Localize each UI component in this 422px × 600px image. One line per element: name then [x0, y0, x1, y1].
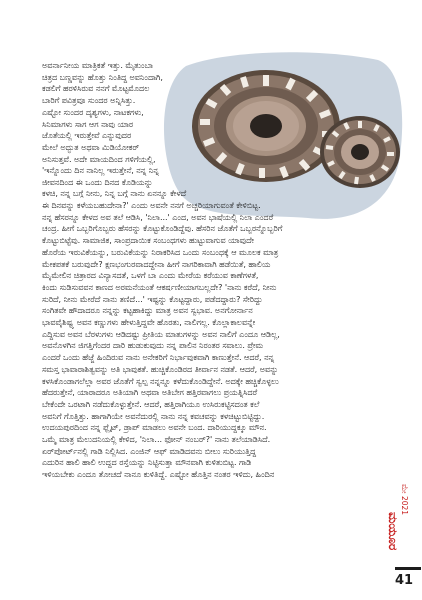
text-line: ಕಳಚಿ, ನನ್ನ ಬಗ್ಗೆ ನೀನು, ನಿನ್ನ ಬಗ್ಗೆ ನಾನು ಏನನ್ನೂ ಕೇಳದೆ	[42, 188, 187, 198]
text-line: ಕಿಂದು ಸುಡಿಸುವವನ ಕಾಣದ ಅರಮನೆಯಂತೆ ಆಕರ್ಷಣೀಯಾಗಬಲ್ಲದೇ? 'ನಾನು ಕರೆದೆ, ನೀನು	[42, 281, 277, 292]
text-line: ಹೆದರುತ್ತೇನೆ, ಯಾರಾದರೂ ಅತಿಯಾಗಿ ಅಥವಾ ಅತಿಬೇಗ ಹತ್ತಿರವಾಗಲು ಪ್ರಯತ್ನಿಸಿದರೆ	[42, 387, 258, 398]
text-line: ಈ ದಿನವನ್ನು ಕಳೆಯಬಹುದೇನಾ?' ಎಂದು ಅವನೇ ನನಗೆ ಅಚ್ಚರಿಯಾಗುವಂತೆ ಕೇಳಿಬಿಟ್ಟ.	[42, 200, 261, 210]
text-line: 'ಇನ್ನೊಂದು ದಿನ ನಾನಿಲ್ಲ ಇರುತ್ತೇನೆ, ನನ್ನ ನಿನ್ನ	[42, 165, 159, 175]
magazine-brand: ಮಯೂರ	[386, 512, 400, 551]
text-line: ಅನಿಸುತ್ತವೆ. ಅದೇ ಮಾಯದಿಂದ ಗಳಿಗೆಯಲ್ಲಿ,	[42, 153, 156, 164]
text-line: ಇಳಿಯಬೇಕು ಎಂದೂ ತೋಚದೆ ನಾನೂ ಕುಳಿತಿದ್ದೆ. ಎಷ್ಟೋ ಹೊತ್ತಿನ ನಂತರ ಇಳಿದು, ಹಿಂದಿನ	[42, 469, 275, 480]
text-line: ಸಮಸ್ತ ಭಾವಾರಾಶಿತ್ವವನ್ನು ಅತಿ ಭಾವುಕತೆ. ಹುಚ್ಚಿಕೊಂಡಿರದ ತೀರ್ವಾನ ನಡತೆ. ಆದರೆ, ಅವನ್ನು	[42, 363, 279, 374]
small-drum	[320, 116, 400, 188]
text-line: ಅವನಿಗೆ ಗೊತ್ತಿತ್ತು. ಹಾಗಾಗಿಯೇ ಅವನೆದುರಲ್ಲಿ ನಾನು ನನ್ನ ಕವಚವನ್ನು ಕಳಚಿಟ್ಟುಬಿಟ್ಟಿದ್ದು.	[42, 410, 265, 421]
text-line: ಜೀವನದಿಂದ ಈ ಒಂದು ದಿನದ ಕೊಡಿಯನ್ನು	[42, 176, 153, 187]
text-line: ನನ್ನ ಹೆಸರನ್ನೂ ಕೇಳದ ಅವ ತಲೆ ಆಡಿಸಿ, 'ನಿಲಾ...' ಎಂದ, ಅವನ ಭಾಷೆಯಲ್ಲಿ ನಿಲಾ ಎಂದರೆ	[42, 211, 274, 222]
text-line: ಎಂದರೆ ಒಂದು ಹೆಜ್ಜೆ ಹಿಂದಿರುವ ನಾನು ಅನೇಕರಿಗೆ ನಿರ್ಭಾವುಕವಾಗಿ ಕಾಣುತ್ತೇನೆ. ಆದರೆ, ನನ್ನ	[42, 352, 275, 363]
text-line: ಮೇಕಪತಕೆ ಬರುವುದೇ? ಕ್ಷಣಭಂಗುರವಾದದ್ದೇನಾ ಹೀಗೆ ನಾಗರಿಕಾವಾಗಿ ಹಡೆಯಿತೆ, ಹಾಲಿಯ	[42, 258, 271, 269]
text-line: ಕಳಸಿಕೊಂಡಾಗಲೆಲ್ಲಾ ಅವರ ಜೊತೆಗೆ ಸ್ವಲ್ಪ ನನ್ನನ್ನೂ ಕಳೆದುಕೊಂಡಿದ್ದೇನೆ. ಅದಕ್ಕೇ ಹಚ್ಚಿಕೊಳ್ಳಲು	[42, 375, 279, 386]
text-line: ಎದ್ದಿಸುವ ಅವನ ಬೆರಳುಗಳು ಆಡಿದಷ್ಟು ಪ್ರೀತಿಯ ಮಾತುಗಳನ್ನು ಅವನ ನಾಲಿಗೆ ಎಂದೂ ಆಡಿಲ್ಲ,	[42, 328, 280, 339]
text-column-top-continued	[42, 165, 292, 188]
text-line: ಮೈಮೇಲಿನ ಚಿತ್ರಾರದ ವಿನ್ಯಾಸದತೆ, ಒಳಗೆ ಬಾ ಎಂದು ಮೇರೆಯ ಕರೆಯುವ ಕಾಣೆಗಳತೆ,	[42, 270, 259, 281]
text-line: ಎದುರಿನ ಹಾಲಿ ಹಾಲಿ ಉದ್ದದ ರಸ್ತೆಯನ್ನು ನಿಟ್ಟಿಸುತ್ತಾ ಮೌನವಾಗಿ ಕುಳಿತುಬಿಟ್ಟ. ಗಾಡಿ	[42, 457, 252, 468]
text-column-top-end	[42, 188, 342, 200]
text-line: ಬಾರಿಗೆ ಪವಿತ್ರವೂ ಸುಂದರ ಅನ್ನಿಸಿತ್ತು.	[42, 95, 136, 106]
page-number-rule	[395, 567, 421, 570]
text-line: ಜೊತೆಯಲ್ಲಿ ಇರುತ್ತೇವೆ ಎನ್ನುವುದರ	[42, 130, 132, 141]
text-line: ಸಂಗಿತವೇ ಹೌದಾದರೂ ನನ್ನನ್ನು ಕಟ್ಟಹಾಕಿದ್ದು ಮಾತ್ರ ಅವನ ಸ್ವಭಾವ. ಅನಗೋರ್ನಾನ	[42, 305, 253, 316]
text-line: ಸಿನಿಮಾಗಳು ಸಾಗ ಆಗ ನಾವು ಯಾರ	[42, 118, 134, 129]
text-line: ಕೊಟ್ಟುಬಿಟ್ಟೆವು. ಸಾಮಾಜಿಕ, ಸಾಂಪ್ರದಾಯಿಕ ಸಂಬಂಧಗಳು ಹುಟ್ಟುವಾಗುವ ಯಾವುದೇ	[42, 235, 254, 246]
text-column-top	[42, 60, 242, 165]
text-line: ಹೊರೆಯ ಇರುವಿಕೆಯನ್ನು, ಬರುವಿಕೆಯನ್ನು ನಿರಾಕರಿಸಿದ ಒಂದು ಸಂಬಂಧಕ್ಕೆ ಆ ಮೂಲಕ ಮಾತ್ರ	[42, 246, 279, 257]
page-number: 41	[395, 573, 414, 588]
text-line: ಕಡಲಿಗೆ ಹರಳಿಸಿರುವ ನನಗೆ ಮೊಟ್ಟಮೊದಲ	[42, 83, 150, 94]
text-line: ಅವರ್ನಾನೀಯ ಮಾತ್ರಿಕತೆ ಇತ್ತು. ಮೈತುಂಬಾ	[42, 60, 153, 70]
text-line: ಭಾವವೈಶಿಷ್ಟ್ಯ ಅವನ ಕಣ್ಣುಗಳು ಹೇಳುತ್ತಿದ್ದವೇ ಹೊರತು, ನಾಲಿಗಲ್ಲ. ಕೊಲ್ಲಾಕಾಲವನ್ನೇ	[42, 317, 256, 328]
text-line: ಚಿತ್ರದ ಬಣ್ಣವನ್ನು ಹೊತ್ತು ನಿಂತಿದ್ದ ಅವನಿಂದಾಗಿ,	[42, 71, 163, 82]
text-line: ಚಂದ್ರ. ಹೀಗೆ ಒಬ್ಬರಿಗೊಬ್ಬರು ಹೆಸರನ್ನು ಕೊಟ್ಟುಕೊಂಡಿದ್ದೆವು. ಹೆಸರಿನ ಜೊತೆಗೆ ಒಬ್ಬರನ್ನೊಬ್ಬರಿಗೆ	[42, 223, 283, 234]
text-line: ಅವನೊಳಗಿನ ಜಿಗತ್ತಿಗೆಂದರ ದಾರಿ ಹುಡುಕುವುದು ನನ್ನ ಪಾಲಿನ ನಿರಂತರ ಸವಾಲು. ಪ್ರೇಮ	[42, 340, 264, 351]
body-text	[42, 200, 397, 481]
text-line: ಬೇಕೆಂದೇ ಒರಟಾಗಿ ನಡೆದುಕೊಳ್ಳುತ್ತೇನೆ. ಆದರೆ, ಹತ್ತಿರಾಗಿಯೂ ಉಸಿರುಕಟ್ಟಿಸದಂತ ಕಲೆ	[42, 398, 260, 409]
issue-date: ಮೇ 2021	[400, 484, 409, 516]
text-line: ಉದಯಪುರದಿಂದ ನನ್ನ ಫ್ಲೈಟ್, ಡ್ರಾಪ್ ಮಾಡಲು ಅವನೇ ಬಂದ. ದಾರಿಯುದ್ದಕ್ಕೂ ಮೌನ.	[42, 422, 267, 433]
text-line: ಮೇಲೆ ಅದ್ಭುತ ಅಥವಾ ಮಿಡಿಯೋಕರ್	[42, 141, 140, 152]
text-line: ಒಮ್ಮೆ ಮಾತ್ರ ಮೆಲುದನಿಯಲ್ಲಿ ಕೇಳಿದ, 'ನಿಲಾ... ಫೋನ್ ನಂಬರ್?' ನಾನು ತಲೆಯಾಡಿಸಿದೆ.	[42, 434, 271, 445]
text-line: ಸುರಿದೆ, ನೀನು ಮೇರೆದೆ ನಾನು ತಣಿದೆ...' ಇಷ್ಟನ್ನು ಕೊಟ್ಟದ್ದಾರು, ಪಡೆದದ್ದಾರು? ಸೇರಿದ್ದು	[42, 293, 263, 304]
text-line: ಏರ್‌ಪೋರ್ಟ್‌ನಲ್ಲಿ ಗಾಡಿ ನಿಲ್ಲಿಸಿದ. ಎಂಜಿನ್ ಆಫ್ ಮಾಡಿದವನು ಬೀಲು ಸುರಿಯುತ್ತಿದ್ದ	[42, 445, 257, 456]
text-line: ಎಷ್ಟೋ ಸುಂದರ ದೃಶ್ಯಗಳು, ನಾಟಕಗಳು,	[42, 106, 144, 117]
